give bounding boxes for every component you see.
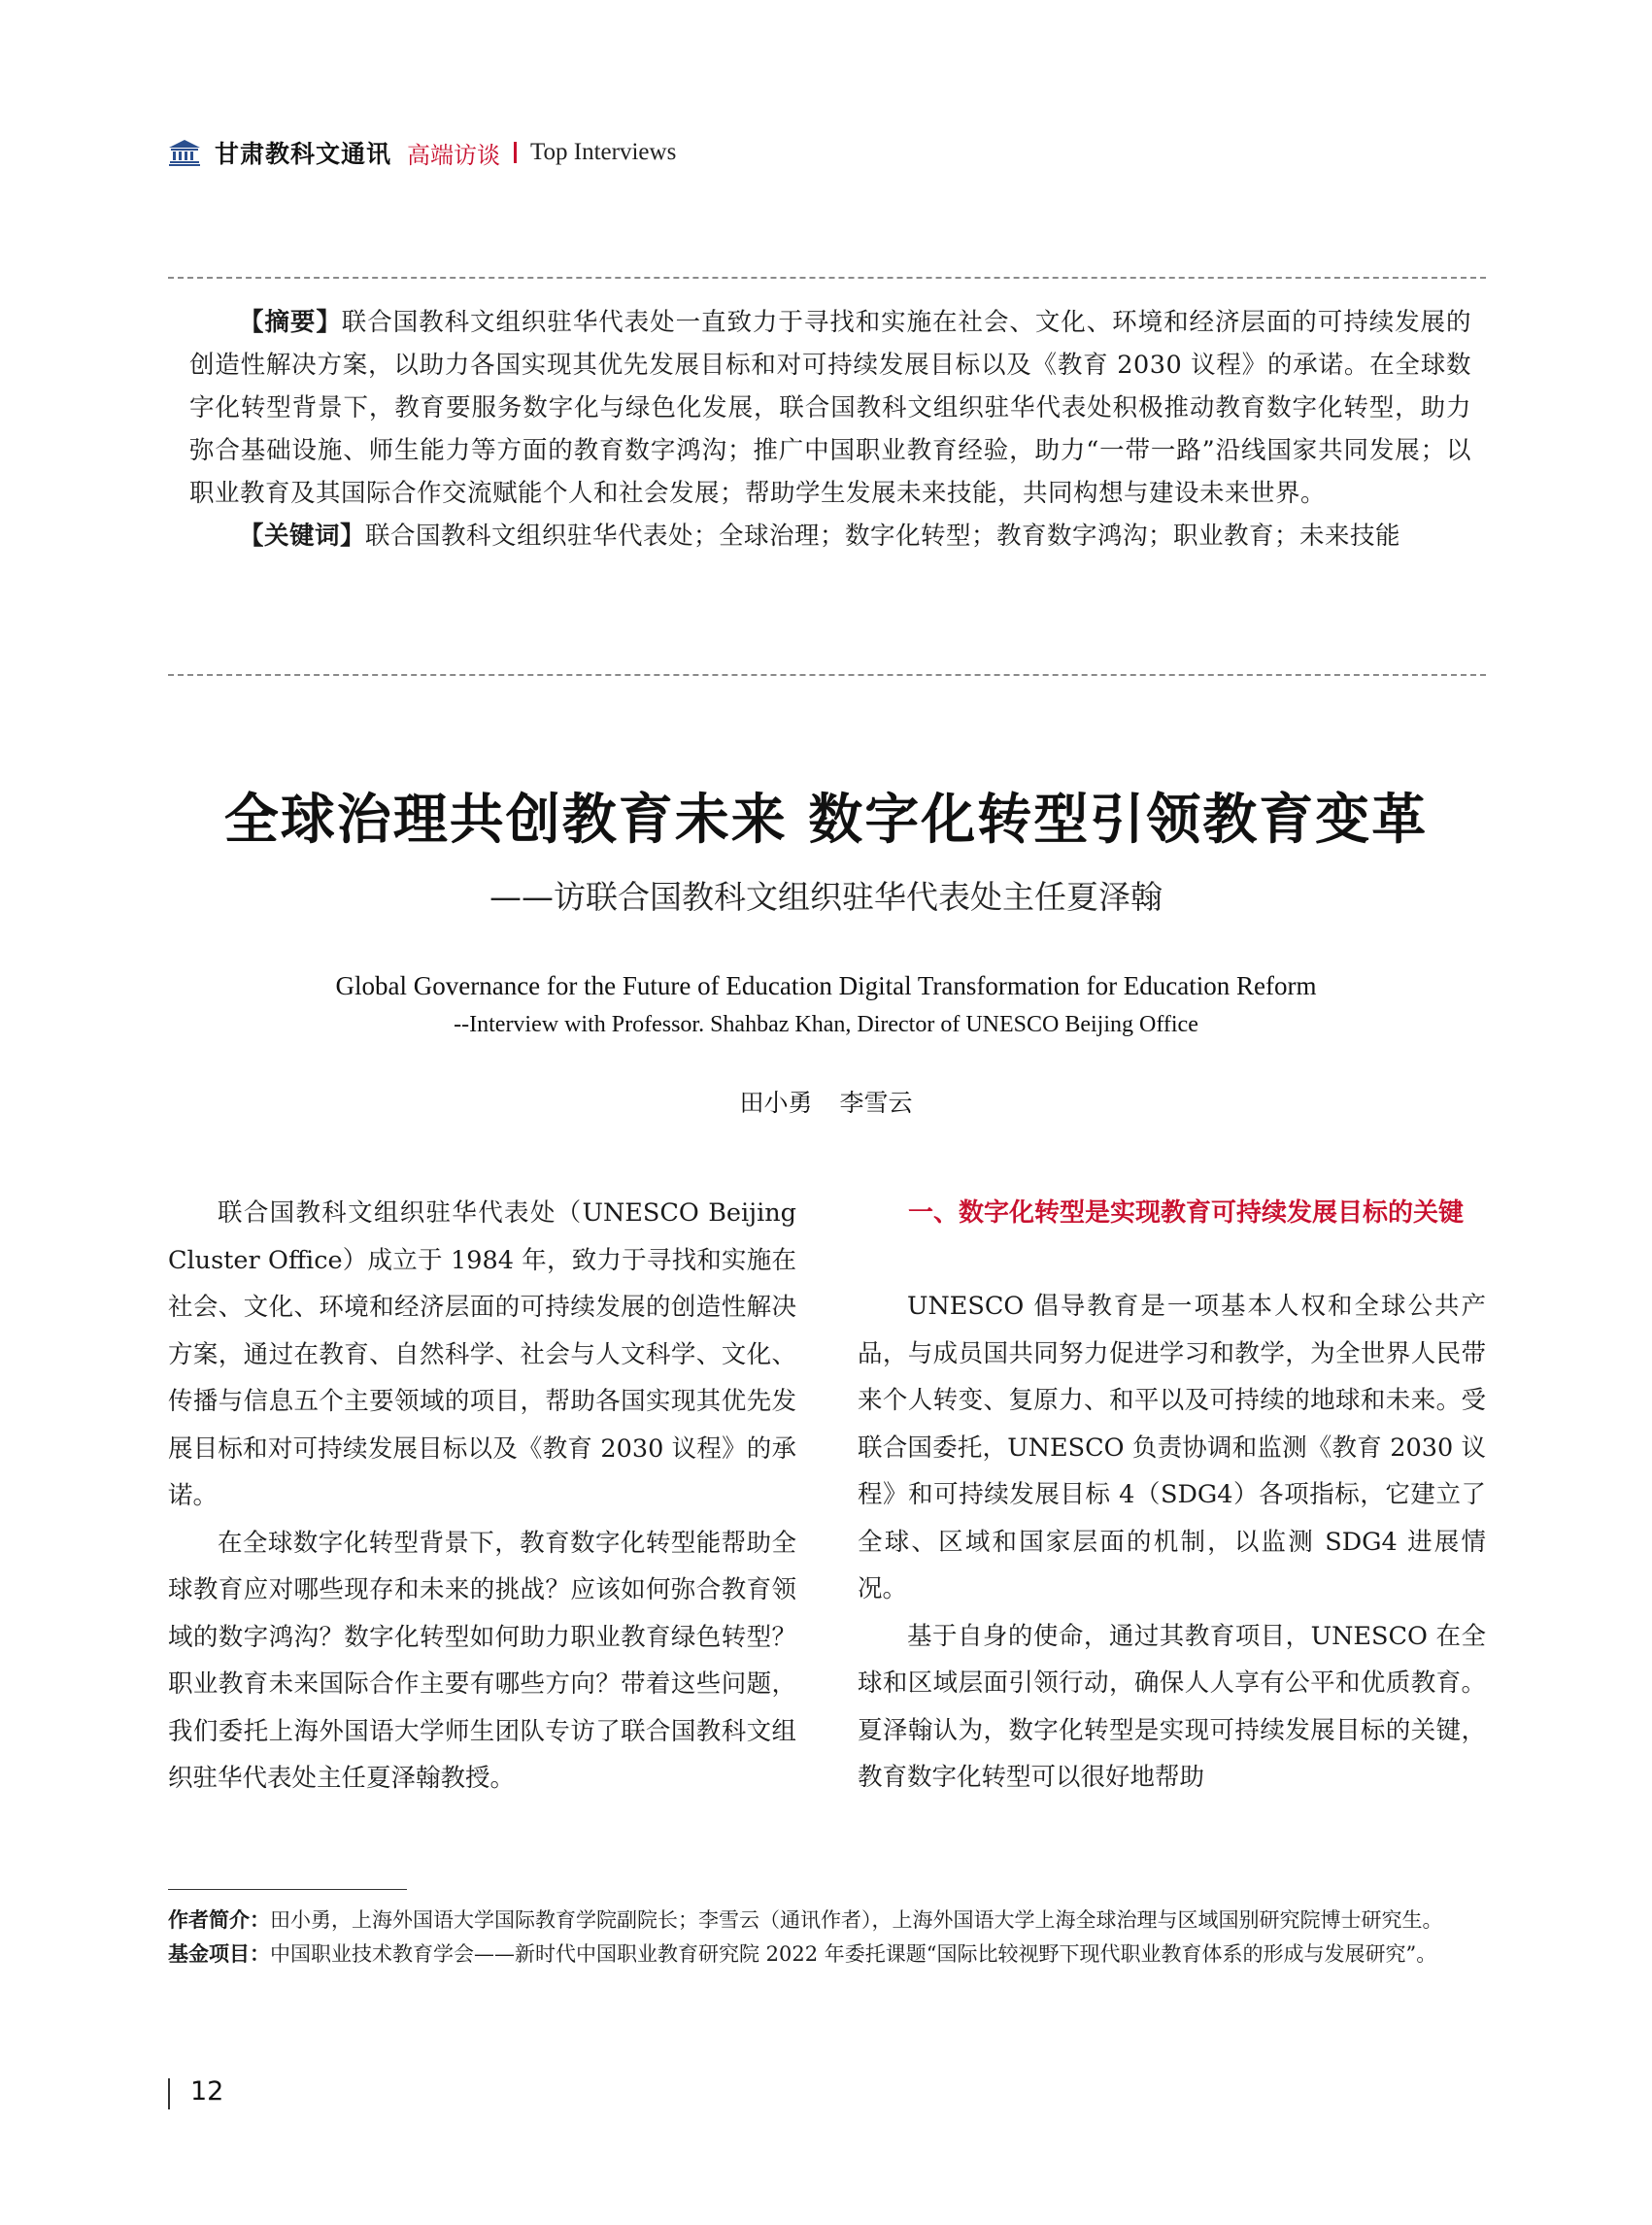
body-paragraph: 联合国教科文组织驻华代表处（UNESCO Beijing Cluster Office）成立于 1984 年，致力于寻找和实施在社会、文化、环境和经济层面的可持续发展的创造性解决方案，通过在教育、自然科学、社会与人文科学、文化、传播与信息五个主要领域的项目，帮助各国实现其优先发展目标和对可持续发展目标以及《教育 2030 议程》的承诺。	[168, 1198, 796, 1510]
keywords-paragraph	[189, 515, 1471, 557]
page-number-bar	[168, 2078, 170, 2109]
body-paragraph: 在全球数字化转型背景下，教育数字化转型能帮助全球教育应对哪些现存和未来的挑战？应该如何弥合教育领域的数字鸿沟？数字化转型如何助力职业教育绿色转型？职业教育未来国际合作主要有哪些方向？带着这些问题，我们委托上海外国语大学师生团队专访了联合国教科文组织驻华代表处主任夏泽翰教授。	[168, 1528, 796, 1793]
section-heading: 一、数字化转型是实现教育可持续发展目标的关键	[908, 1198, 1465, 1228]
article-subtitle-en: --Interview with Professor. Shahbaz Khan, Director of UNESCO Beijing Office	[454, 1012, 1198, 1037]
body-column-right	[858, 1190, 1486, 1802]
running-header	[168, 133, 676, 172]
footnote-author-bio	[168, 1904, 1486, 1938]
footnote-rule	[168, 1889, 407, 1890]
author-name: 李雪云	[839, 1089, 913, 1117]
footnote-label: 基金项目：	[168, 1942, 270, 1966]
author-line	[0, 1084, 1652, 1119]
journal-name: 甘肃教科文通讯	[215, 140, 392, 168]
column-name-en: Top Interviews	[530, 139, 677, 165]
body-paragraph: 基于自身的使命，通过其教育项目，UNESCO 在全球和区域层面引领行动，确保人人享有公平和优质教育。夏泽翰认为，数字化转型是实现可持续发展目标的关键，教育数字化转型可以很好地帮助	[858, 1621, 1486, 1792]
author-name: 田小勇	[739, 1089, 813, 1117]
footnote-label: 作者简介：	[168, 1908, 270, 1932]
column-name-cn: 高端访谈	[407, 141, 501, 169]
abstract-text: 联合国教科文组织驻华代表处一直致力于寻找和实施在社会、文化、环境和经济层面的可持续发展的创造性解决方案，以助力各国实现其优先发展目标和对可持续发展目标以及《教育 2030 议程》的承诺。在全球数字化转型背景下，教育要服务数字化与绿色化发展，联合国教科文组织驻华代表处积极推动教育数字化转型，助力弥合基础设施、师生能力等方面的教育数字鸿沟；推广中国职业教育经验，助力“一带一路”沿线国家共同发展；以职业教育及其国际合作交流赋能个人和社会发展；帮助学生发展未来技能，共同构想与建设未来世界。	[189, 308, 1471, 508]
abstract-bottom-rule	[168, 674, 1486, 676]
unesco-temple-icon	[168, 139, 201, 166]
article-title: 全球治理共创教育未来 数字化转型引领教育变革	[223, 789, 1429, 852]
abstract-paragraph	[189, 301, 1471, 515]
keywords-label: 【关键词】	[239, 522, 366, 551]
keywords-text: 联合国教科文组织驻华代表处；全球治理；数字化转型；教育数字鸿沟；职业教育；未来技能	[365, 522, 1401, 551]
footnote-funding	[168, 1938, 1486, 1972]
article-title-en: Global Governance for the Future of Education Digital Transformation for Education Reform	[335, 971, 1317, 1000]
abstract-top-rule	[168, 277, 1486, 279]
abstract-block	[189, 301, 1471, 557]
footnote-text: 田小勇，上海外国语大学国际教育学院副院长；李雪云（通讯作者），上海外国语大学上海全球治理与区域国别研究院博士研究生。	[270, 1908, 1443, 1932]
footnote-text: 中国职业技术教育学会——新时代中国职业教育研究院 2022 年委托课题“国际比较视野下现代职业教育体系的形成与发展研究”。	[270, 1942, 1437, 1966]
footnotes	[168, 1904, 1486, 1972]
article-subtitle: ——访联合国教科文组织驻华代表处主任夏泽翰	[489, 878, 1163, 916]
abstract-label: 【摘要】	[239, 308, 342, 337]
body-paragraph: UNESCO 倡导教育是一项基本人权和全球公共产品，与成员国共同努力促进学习和教学，为全世界人民带来个人转变、复原力、和平以及可持续的地球和未来。受联合国委托，UNESCO 负责协调和监测《教育 2030 议程》和可持续发展目标 4（SDG4）各项指标，它建立了全球、区域和国家层面的机制，以监测 SDG4 进展情况。	[858, 1292, 1486, 1603]
page-number: 12	[190, 2076, 224, 2107]
body-column-left	[168, 1190, 796, 1803]
header-separator	[514, 142, 517, 163]
